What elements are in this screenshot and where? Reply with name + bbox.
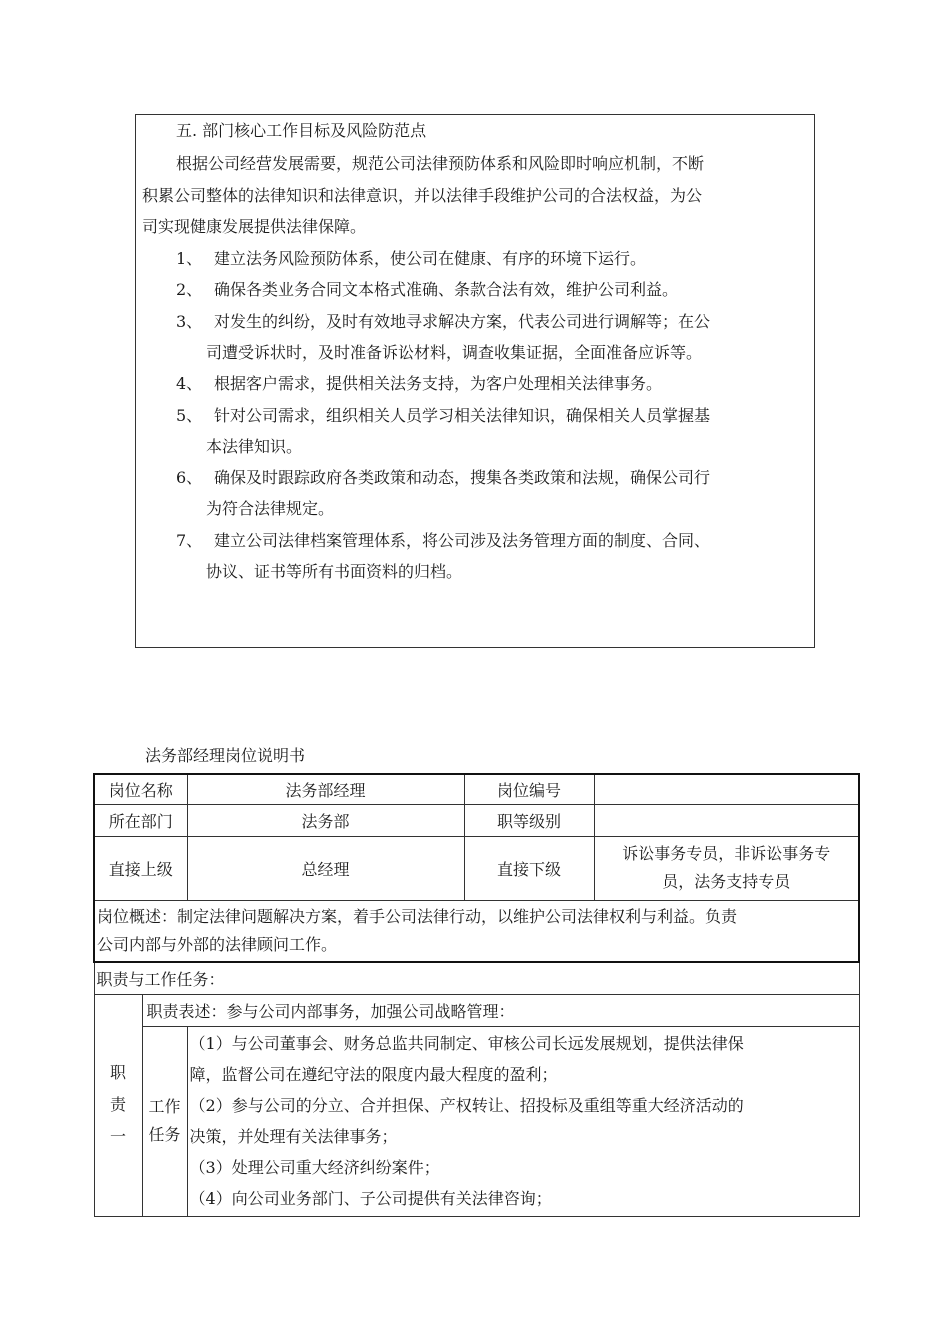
duty-1-label <box>94 994 142 1216</box>
intro-line-3: 司实现健康发展提供法律保障。 <box>142 217 367 236</box>
department-value: 法务部 <box>187 804 464 836</box>
item-6-num: 6、 <box>176 468 203 487</box>
item-1-num: 1、 <box>176 249 203 268</box>
position-code-label: 岗位编号 <box>464 774 594 804</box>
task-line-4: 决策，并处理有关法律事务； <box>189 1127 398 1146</box>
item-4-text: 根据客户需求，提供相关法务支持，为客户处理相关法律事务。 <box>214 374 663 393</box>
duty-1-statement: 职责表述：参与公司内部事务，加强公司战略管理： <box>142 994 859 1026</box>
item-6-text-1: 确保及时跟踪政府各类政策和动态，搜集各类政策和法规，确保公司行 <box>214 468 711 487</box>
position-code-value <box>594 774 859 804</box>
task-label <box>142 1026 187 1216</box>
section-heading: 五. 部门核心工作目标及风险防范点 <box>176 121 427 140</box>
item-5-text-1: 针对公司需求，组织相关人员学习相关法律知识，确保相关人员掌握基 <box>214 406 711 425</box>
grade-label: 职等级别 <box>464 804 594 836</box>
subordinate-line-1: 诉讼事务专员，非诉讼事务专 <box>622 844 831 863</box>
superior-value: 总经理 <box>187 836 464 900</box>
task-line-6: （4）向公司业务部门、子公司提供有关法律咨询； <box>189 1189 552 1208</box>
item-4-num: 4、 <box>176 374 203 393</box>
position-name-value: 法务部经理 <box>187 774 464 804</box>
item-1-text: 建立法务风险预防体系，使公司在健康、有序的环境下运行。 <box>214 249 647 268</box>
overview-line-1: 岗位概述：制定法律问题解决方案，着手公司法律行动，以维护公司法律权利与利益。负责 <box>97 906 738 926</box>
task-line-2: 障，监督公司在遵纪守法的限度内最大程度的盈利； <box>189 1065 558 1084</box>
position-name-label: 岗位名称 <box>94 774 187 804</box>
task-line-5: （3）处理公司重大经济纠纷案件； <box>189 1158 440 1177</box>
intro-line-2: 积累公司整体的法律知识和法律意识，并以法律手段维护公司的合法权益，为公 <box>142 186 703 205</box>
grade-value <box>594 804 859 836</box>
item-7-text-1: 建立公司法律档案管理体系，将公司涉及法务管理方面的制度、合同、 <box>214 531 711 550</box>
duties-header: 职责与工作任务： <box>94 962 859 994</box>
overview-line-2: 公司内部与外部的法律顾问工作。 <box>97 934 338 954</box>
job-desc-table <box>93 773 860 1217</box>
item-5-num: 5、 <box>176 406 203 425</box>
duty-1-label-char-1: 职 <box>109 1063 126 1082</box>
item-3-num: 3、 <box>176 312 203 331</box>
item-5-text-2: 本法律知识。 <box>206 437 303 456</box>
intro-line-1: 根据公司经营发展需要，规范公司法律预防体系和风险即时响应机制，不断 <box>176 154 705 173</box>
item-2-num: 2、 <box>176 280 203 299</box>
overview-cell <box>94 900 859 962</box>
task-label-line-2: 任务 <box>148 1125 181 1144</box>
item-6-text-2: 为符合法律规定。 <box>206 499 335 518</box>
subordinate-label: 直接下级 <box>464 836 594 900</box>
item-3-text-2: 司遭受诉状时，及时准备诉讼材料，调查收集证据，全面准备应诉等。 <box>206 343 703 362</box>
task-list <box>187 1026 859 1216</box>
item-2-text: 确保各类业务合同文本格式准确、条款合法有效，维护公司利益。 <box>214 280 679 299</box>
superior-label: 直接上级 <box>94 836 187 900</box>
task-line-3: （2）参与公司的分立、合并担保、产权转让、招投标及重组等重大经济活动的 <box>189 1096 744 1115</box>
task-label-line-1: 工作 <box>148 1097 181 1116</box>
item-7-num: 7、 <box>176 531 203 550</box>
task-line-1: （1）与公司董事会、财务总监共同制定、审核公司长远发展规划，提供法律保 <box>189 1034 744 1053</box>
duty-1-label-char-2: 责 <box>109 1095 126 1114</box>
item-7-text-2: 协议、证书等所有书面资料的归档。 <box>206 562 463 581</box>
section-5-box <box>135 114 815 648</box>
department-label: 所在部门 <box>94 804 187 836</box>
duty-1-label-char-3: 一 <box>109 1127 126 1146</box>
item-3-text-1: 对发生的纠纷，及时有效地寻求解决方案，代表公司进行调解等；在公 <box>214 312 711 331</box>
job-desc-title: 法务部经理岗位说明书 <box>145 746 306 765</box>
subordinate-line-2: 员，法务支持专员 <box>662 872 791 891</box>
subordinate-value <box>594 836 859 900</box>
